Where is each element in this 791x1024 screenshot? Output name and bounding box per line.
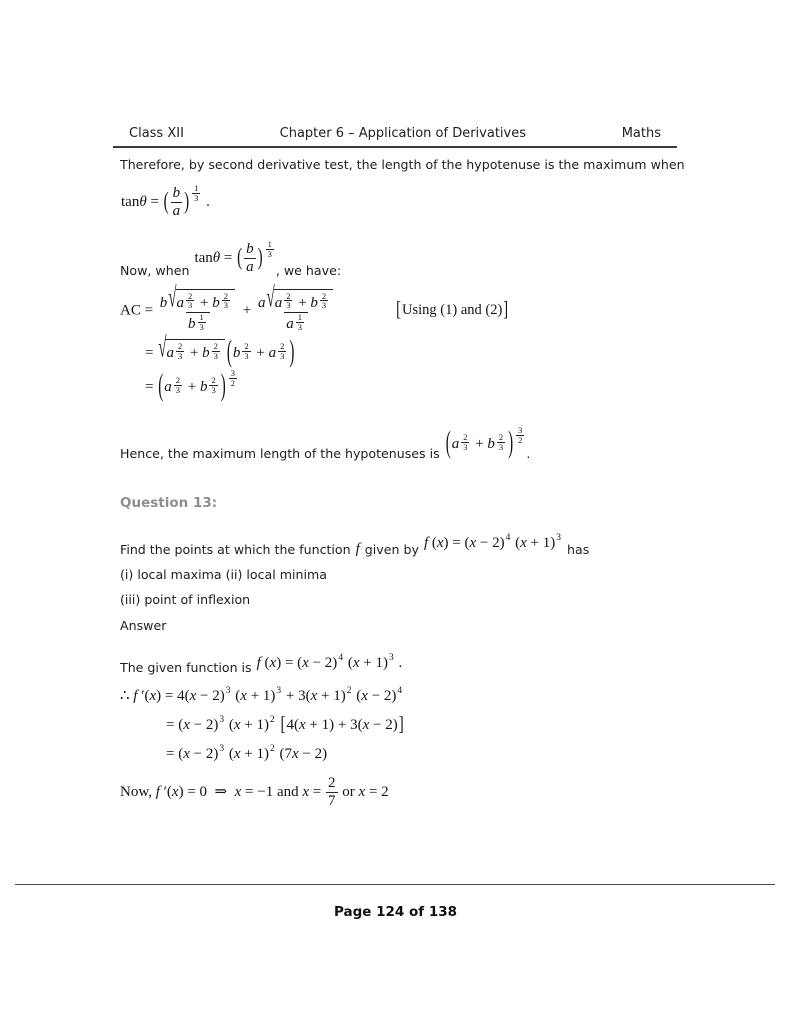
- footer-divider: [15, 884, 775, 885]
- paragraph-therefore: Therefore, by second derivative test, the length of the hypotenuse is the maximum when: [120, 157, 685, 172]
- item-point-of-inflexion: (iii) point of inflexion: [120, 592, 251, 608]
- equation-ac-line: [120, 283, 686, 334]
- paragraph-now-when: [120, 229, 686, 281]
- equation-fprime-1: ∴ f $'(x) = 4(x - 2)^3$ $(x + 1)^3 + 3(x + 1)^2$ $(x - 2)^4$: [120, 685, 403, 704]
- page-header: [113, 126, 677, 148]
- page-number: Page 124 of 138: [333, 904, 458, 920]
- page-content: [120, 156, 686, 810]
- equation-tan-theta: tanθ = ( $\frac{b}{a}$ ) $\frac{1}{3}$ .: [121, 183, 210, 220]
- equation-fprime-3: = $(x - 2)^3$ $(x + 1)^2$ (7x − 2): [166, 744, 328, 763]
- equation-fx: f $(x) = (x - 2)^4$ $(x + 1)^3$: [423, 532, 562, 551]
- equation-fprime-2: = $(x - 2)^3$ $(x + 1)^2$ [4(x + 1) + 3(x − 2)]: [166, 714, 404, 736]
- paragraph-find: [120, 523, 686, 559]
- equation-step2: = √ a $\frac{2}{3}$ + b $\frac{2}{3}$ (b $\frac{2}{3}$ + a $\frac{2}{3}$ ): [145, 333, 295, 370]
- now-when-pre: Now, when: [120, 263, 190, 279]
- annotation-using: [Using (1) and (2)]: [396, 298, 509, 322]
- equation-step3: = (a $\frac{2}{3}$ + b $\frac{2}{3}$ ) $\frac{3}{2}$: [145, 368, 235, 404]
- item-local-maxima-minima: (i) local maxima (ii) local minima: [120, 567, 328, 583]
- find-f-symbol: f: [355, 540, 360, 557]
- find-mid: given by: [364, 541, 419, 557]
- find-pre: Find the points at which the function: [120, 541, 351, 557]
- question-heading: Question 13:: [120, 494, 218, 511]
- header-subject: Maths: [621, 126, 661, 141]
- paragraph-hence: [120, 406, 686, 464]
- header-chapter-title: Chapter 6 – Application of Derivatives: [279, 126, 526, 141]
- hence-pre: Hence, the maximum length of the hypotenuses is: [120, 446, 440, 462]
- given-pre: The given function is: [120, 659, 252, 675]
- paragraph-given-function: [120, 647, 686, 677]
- equation-ac: AC = b √ a $\frac{2}{3}$ + b $\frac{2}{3}$ b $\frac{1}{3}$ + a √ a $\frac{2}{3}$ + b $\frac{2}{3}$ a $\frac{1}{3}$: [120, 289, 337, 334]
- equation-hence: (a $\frac{2}{3}$ + b $\frac{2}{3}$ ) $\frac{3}{2}$: [445, 425, 523, 461]
- equation-tan-inline: tanθ = ( $\frac{b}{a}$ ) $\frac{1}{3}$: [194, 239, 272, 276]
- now-when-post: , we have:: [275, 263, 342, 279]
- hence-post: .: [526, 446, 531, 462]
- find-post: has: [567, 541, 590, 557]
- equation-roots: Now, f ′(x) = 0 ⇒ x = −1 and x = $\frac{2}{7}$ or x = 2: [120, 774, 389, 809]
- equation-fx-given: f $(x) = (x - 2)^4$ $(x + 1)^3$ .: [256, 652, 403, 671]
- answer-label: Answer: [120, 617, 167, 633]
- header-class: Class XII: [129, 126, 184, 141]
